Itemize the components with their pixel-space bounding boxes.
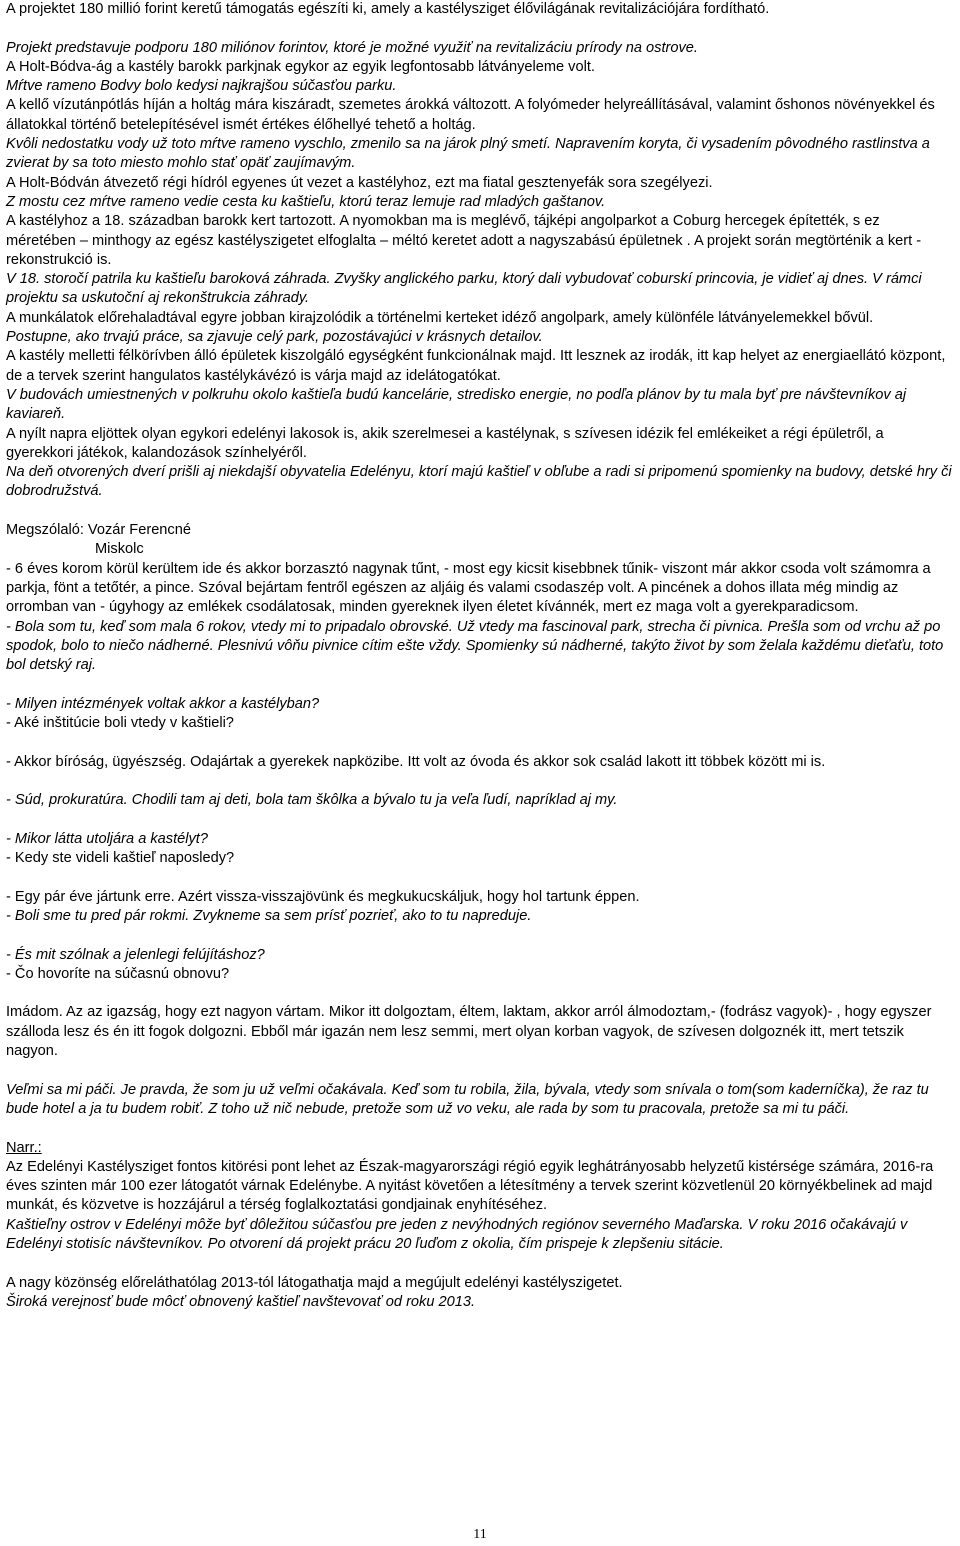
paragraph-hungarian: A nyílt napra eljöttek olyan egykori edelényi lakosok is, akik szerelmesei a kastélynak, s szívesen idézik fel emlékeiket a régi épületről, a gyerekkori játékok, kalandozások színhelyéről. (6, 425, 884, 461)
paragraph-hungarian: A kastély melletti félkörívben álló épületek kiszolgáló egységként funkcionálnak majd. Itt lesznek az irodák, itt kap helyet az energiaellátó központ, de a tervek szerint hangulatos kastélykávézó is várja majd az idelátogatókat. (6, 348, 946, 384)
paragraph-hungarian: A nagy közönség előreláthatólag 2013-tól látogathatja majd a megújult edelényi kastélyszigetet. (6, 1274, 623, 1291)
blank-line (6, 733, 952, 752)
paragraph-hungarian: A projektet 180 millió forint keretű támogatás egészíti ki, amely a kastélysziget élővilágának revitalizációjára fordítható. (6, 1, 770, 17)
paragraph-slovak: - És mit szólnak a jelenlegi felújításhoz? (6, 946, 265, 963)
blank-line (6, 984, 952, 1003)
paragraph-slovak: Kaštieľny ostrov v Edelényi môže byť dôležitou súčasťou pre jeden z nevýhodných regiónov severného Maďarska. V roku 2016 očakávajú v Edelényi stotisíc návštevníkov. Po otvorení dá projekt prácu 20 ľuďom z okolia, čím prispeje k zlepšeniu sitácie. (6, 1216, 908, 1252)
blank-line (6, 1061, 952, 1080)
paragraph-slovak: Mŕtve rameno Bodvy bolo kedysi najkrajšou súčasťou parku. (6, 78, 397, 95)
blank-line (6, 502, 952, 521)
paragraph-hungarian: - Egy pár éve jártunk erre. Azért vissza-visszajövünk és megkukucskáljuk, hogy hol tartunk éppen. (6, 888, 640, 905)
paragraph-hungarian: A kastélyhoz a 18. században barokk kert tartozott. A nyomokban ma is meglévő, tájképi angolparkot a Coburg hercegek építették, s ez méretében – minthogy az egész kastélyszigetet elfoglalta – méltó keretet adott a nagyszabású épületnek . A projekt során megtörténik a kert -rekonstrukció is. (6, 213, 922, 268)
paragraph-hungarian: A kellő vízutánpótlás híján a holtág mára kiszáradt, szemetes árokká változott. A folyómeder helyreállításával, valamint őshonos növényekkel és állatokkal történő betelepítésével ismét értékes élőhellyé tehető a holtág. (6, 97, 935, 133)
blank-line (6, 675, 952, 694)
paragraph-hungarian: Megszólaló: Vozár Ferencné (6, 522, 191, 539)
paragraph-slovak: Na deň otvorených dverí prišli aj niekdajší obyvatelia Edelényu, ktorí majú kaštieľ v obľube a radi si pripomenú spomienky na budovy, detské hry či dobrodružstvá. (6, 464, 952, 500)
paragraph-hungarian: - Aké inštitúcie boli vtedy v kaštieli? (6, 714, 234, 731)
paragraph-hungarian: - Kedy ste videli kaštieľ naposledy? (6, 850, 235, 867)
paragraph-slovak: Postupne, ako trvajú práce, sa zjavuje celý park, pozostávajúci v krásnych detailov. (6, 329, 543, 346)
paragraph-hungarian: Imádom. Az az igazság, hogy ezt nagyon vártam. Mikor itt dolgoztam, éltem, laktam, akkor arról álmodoztam,- (fodrász vagyok)- , hogy egyszer szálloda lesz és én itt fogok dolgozni. Ebből már igazán nem lesz semmi, mert olyan korban vagyok, de szívesen dolgoznék itt, mert tetszik nagyon. (6, 1004, 932, 1060)
paragraph-hungarian: A Holt-Bódván átvezető régi hídról egyenes út vezet a kastélyhoz, ezt ma fiatal gesztenyefák sora szegélyezi. (6, 174, 713, 191)
paragraph-slovak: - Boli sme tu pred pár rokmi. Zvykneme sa sem prísť pozrieť, ako to tu napreduje. (6, 907, 532, 924)
paragraph-hungarian: Miskolc (95, 541, 144, 558)
paragraph-slovak: Kvôli nedostatku vody už toto mŕtve rameno vyschlo, zmenilo sa na járok plný smetí. Napravením koryta, či vysadením pôvodného rastlinstva a zvierat by sa toto miesto mohlo stať opäť zaujímavým. (6, 136, 930, 172)
paragraph-slovak: V budovách umiestnených v polkruhu okolo kaštieľa budú kancelárie, stredisko energie, no podľa plánov by tu mala byť pre návštevníkov aj kaviareň. (6, 386, 907, 423)
blank-line (6, 926, 952, 945)
paragraph-hungarian: - Akkor bíróság, ügyészség. Odajártak a gyerekek napközibe. Itt volt az óvoda és akkor sok család lakott itt többek között mi is. (6, 753, 826, 770)
paragraph-slovak: Z mostu cez mŕtve rameno vedie cesta ku kaštieľu, ktorú teraz lemuje rad mladých gaštanov. (6, 193, 606, 210)
paragraph-slovak: - Mikor látta utoljára a kastélyt? (6, 830, 208, 847)
blank-line (6, 772, 952, 791)
paragraph-hungarian: - Čo hovoríte na súčasnú obnovu? (6, 965, 230, 982)
document-body (6, 0, 952, 1312)
blank-line (6, 810, 952, 829)
paragraph-slovak: Veľmi sa mi páči. Je pravda, že som ju už veľmi očakávala. Keď som tu robila, žila, bývala, vtedy som snívala o tom(som kaderníčka), že raz tu bude hotel a ja tu budem robiť. Z toho už nič nebude, pretože som už vo veku, ale rada by som tu pracovala, pretože sa mi tu páči. (6, 1081, 929, 1117)
paragraph-hungarian: A Holt-Bódva-ág a kastély barokk parkjnak egykor az egyik legfontosabb látványeleme volt. (6, 58, 595, 75)
paragraph-hungarian: A munkálatok előrehaladtával egyre jobban kirajzolódik a történelmi kerteket idéző angolpark, amely különféle látványelemekkel bővül. (6, 309, 874, 326)
paragraph-slovak: V 18. storočí patrila ku kaštieľu baroková záhrada. Zvyšky anglického parku, ktorý dali vybudovať coburskí princovia, je vidieť aj dnes. V rámci projektu sa uskutoční aj rekonštrukcia záhrady. (6, 271, 922, 307)
paragraph-slovak: Projekt predstavuje podporu 180 miliónov forintov, ktoré je možné využiť na revitalizáciu prírody na ostrove. (6, 39, 698, 56)
paragraph-slovak: - Milyen intézmények voltak akkor a kastélyban? (6, 695, 320, 712)
blank-line (6, 1254, 952, 1273)
page-number: 11 (473, 1527, 487, 1542)
paragraph-hungarian: Az Edelényi Kastélysziget fontos kitörési pont lehet az Észak-magyarországi régió egyik leghátrányosabb helyzetű kistérsége számára, 2016-ra éves szinten már 100 ezer látogatót várnak Edelénybe. A nyitást követően a létesítmény a tervek szerint közvetlenül 20 környékbelinek ad majd munkát, és közvetve is hozzájárul a térség foglalkoztatási gondjainak enyhítéséhez. (6, 1158, 934, 1214)
paragraph-hungarian: - 6 éves korom körül kerültem ide és akkor borzasztó nagynak tűnt, - most egy kicsit kisebbnek tűnik- viszont már akkor csoda volt számomra a parkja, fönt a tetőtér, a pince. Szóval bejártam fentről egészen az aljáig és valami csodaszép volt. A pincének a dohos illata még mindig az orromban van - úgyhogy az emlékek csodálatosak, minden gyereknek ilyen életet kívánnék, mert ez maga volt a gyerekparadicsom. (6, 560, 931, 616)
paragraph-slovak: - Bola som tu, keď som mala 6 rokov, vtedy mi to pripadalo obrovské. Už vtedy ma fascinoval park, strecha či pivnica. Prešla som od vrchu až po spodok, bolo to niečo nádherné. Plesnivú vôňu pivnice cítim ešte vždy. Spomienky sú nádherné, takýto život by som želala každému dieťaťu, toto bol detský raj. (6, 618, 944, 674)
blank-line (6, 1119, 952, 1138)
blank-line (6, 19, 952, 38)
paragraph-slovak: Široká verejnosť bude môcť obnovený kaštieľ navštevovať od roku 2013. (6, 1293, 476, 1310)
paragraph-slovak: - Súd, prokuratúra. Chodili tam aj deti, bola tam škôlka a bývalo tu ja veľa ľudí, napríklad aj my. (6, 792, 618, 809)
paragraph-hungarian: Narr.: (6, 1139, 42, 1156)
blank-line (6, 868, 952, 887)
